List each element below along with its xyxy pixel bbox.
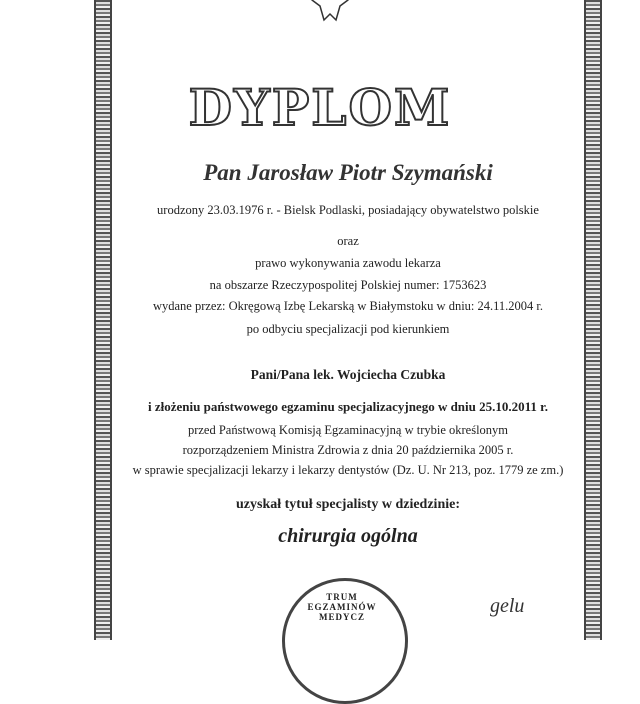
recipient-name: Pan Jarosław Piotr Szymański: [203, 160, 493, 185]
exam-date: i złożeniu państwowego egzaminu specjalizacyjnego w dniu 25.10.2011 r.: [148, 399, 548, 414]
text-oraz: oraz: [337, 234, 359, 248]
supervisor-name: Pani/Pana lek. Wojciecha Czubka: [250, 367, 446, 382]
document-title: DYPLOM: [188, 78, 452, 137]
signature: gelu: [490, 595, 525, 617]
license-issuer: wydane przez: Okręgową Izbę Lekarską w Białymstoku w dniu: 24.11.2004 r.: [152, 299, 544, 313]
specialty-name: chirurgia ogólna: [278, 525, 418, 547]
license-number: na obszarze Rzeczypospolitej Polskiej numer: 1753623: [209, 278, 487, 292]
license-text: prawo wykonywania zawodu lekarza: [255, 256, 441, 270]
title-obtained: uzyskał tytuł specjalisty w dziedzinie:: [236, 497, 460, 512]
eagle-emblem-icon: [300, 0, 360, 22]
specialization-intro: po odbyciu specjalizacji pod kierunkiem: [246, 322, 450, 336]
regulation-reference: w sprawie specjalizacji lekarzy i lekarzy dentystów (Dz. U. Nr 213, poz. 1779 ze zm.): [132, 463, 564, 477]
commission-text: przed Państwową Komisją Egzaminacyjną w trybie określonym: [187, 423, 509, 437]
regulation-text: rozporządzeniem Ministra Zdrowia z dnia 20 października 2005 r.: [182, 443, 514, 457]
birth-info: urodzony 23.03.1976 r. - Bielsk Podlaski, posiadający obywatelstwo polskie: [157, 203, 539, 217]
seal-text: TRUM EGZAMINÓW MEDYCZ: [307, 592, 377, 622]
